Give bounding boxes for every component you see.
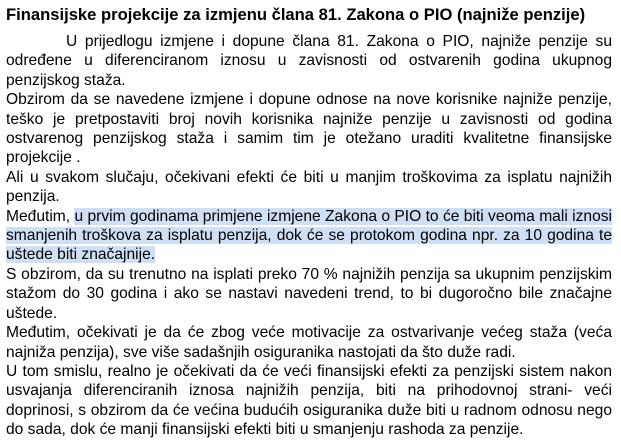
paragraph-2: Obzirom da se navedene izmjene i dopune odnose na nove korisnike najniže penzije, teško je pretpostaviti broj novih korisnika najniže penzije u zavisnosti od godina ostvarenog penzijskog staža i samim tim je otežano uraditi kvalitetne finansijske projekcije . — [6, 91, 612, 167]
document-title: Finansijske projekcije za izmjenu člana 81. Zakona o PIO (najniže penzije) — [6, 5, 586, 24]
paragraph-5: S obzirom, da su trenutno na isplati preko 70 % najnižih penzija sa ukupnim penzijskim stažom do 30 godina i ako se nastavi navedeni trend, to bi dugoročno bile značajne uštede. — [6, 265, 612, 322]
paragraph-7: U tom smislu, realno je očekivati da će veći finansijski efekti za penzijski sistem nakon usvajanja diferenciranih iznosa najnižih penzija, biti na prihodovnoj strani- veći doprinosi, s obzirom da će većina budućih osiguranika duže biti u radnom odnosu nego do sada, dok će manji finansijski efekti biti u smanjenju rashoda za penzije. — [6, 362, 612, 439]
paragraph-3: Ali u svakom slučaju, očekivani efekti će biti u manjim troškovima za isplatu najnižih penzija. — [6, 168, 612, 206]
paragraph-4 — [6, 207, 612, 265]
paragraph-6: Međutim, očekivati je da će zbog veće motivacije za ostvarivanje većeg staža (veća najniža penzija), sve više sadašnjih osiguranika nastojati da što duže radi. — [6, 324, 612, 361]
paragraph-1: U prijedlogu izmjene i dopune člana 81. Zakona o PIO, najniže penzije su određene u diferenciranom iznosu u zavisnosti od ostvarenih godina ukupnog penzijskog staža. — [6, 33, 612, 89]
document-page — [6, 4, 612, 440]
highlighted-text[interactable]: u prvim godinama primjene izmjene Zakona o PIO to će biti veoma mali iznosi smanjenih troškova za isplatu penzija, dok će se protokom godina npr. za 10 godina te uštede biti značajnije. — [6, 207, 612, 264]
paragraph-4-prefix: Međutim, — [6, 207, 75, 225]
